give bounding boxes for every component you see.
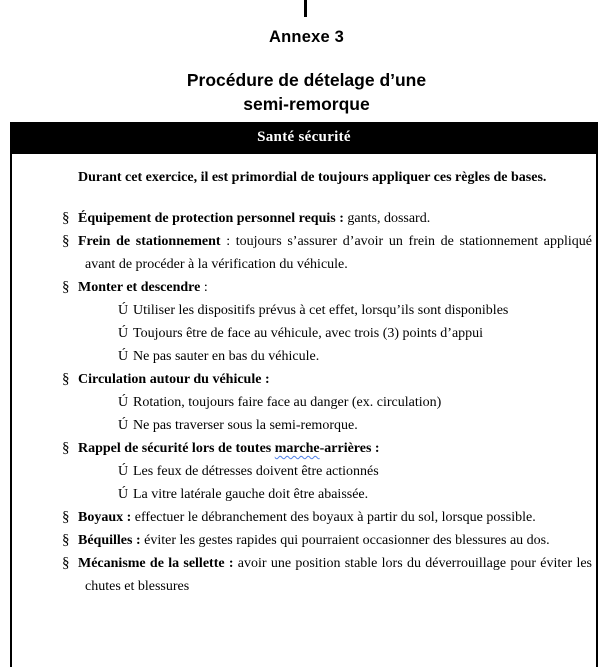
rule-text-segment: éviter les gestes rapides qui pourraient occasionner des blessures au dos. — [140, 533, 550, 548]
procedure-title — [0, 69, 613, 116]
section-marker: § — [62, 509, 70, 525]
rule-text-segment: gants, dossard. — [343, 211, 431, 226]
rule-text-segment: Boyaux : — [78, 510, 132, 525]
rules-list — [12, 207, 596, 598]
rule-subitem — [12, 460, 596, 483]
rule-text-segment: Mécanisme de la sellette : — [78, 556, 234, 571]
rule-text-segment: : — [200, 280, 208, 295]
rule-item — [12, 276, 596, 299]
intro-statement: Durant cet exercice, il est primordial de toujours appliquer ces règles de bases. — [78, 170, 547, 185]
rule-text-segment: Équipement de protection personnel requis : — [78, 211, 344, 226]
rule-subitem — [12, 483, 596, 506]
rule-subitem — [12, 322, 596, 345]
rule-text-segment: Rappel de sécurité lors de toutes — [78, 441, 275, 456]
section-marker: § — [62, 532, 70, 548]
rule-item — [12, 207, 596, 230]
rule-text-segment: Béquilles : — [78, 533, 141, 548]
rule-item — [12, 552, 596, 598]
rule-subitem — [12, 391, 596, 414]
section-marker: § — [62, 440, 70, 456]
annex-title: Annexe 3 — [269, 28, 344, 46]
rule-text-segment: Frein de stationnement — [78, 234, 221, 249]
rule-item — [12, 230, 596, 276]
arrow-marker: Ú — [118, 326, 129, 341]
rule-text-segment: Utiliser les dispositifs prévus à cet effet, lorsqu’ils sont disponibles — [133, 303, 509, 318]
rule-item — [12, 529, 596, 552]
arrow-marker: Ú — [118, 464, 129, 479]
rule-subitem — [12, 345, 596, 368]
procedure-title-line2: semi-remorque — [243, 93, 370, 114]
rule-text-segment: Ne pas sauter en bas du véhicule. — [133, 349, 320, 364]
rule-text-segment: Rotation, toujours faire face au danger (ex. circulation) — [133, 395, 442, 410]
section-marker: § — [62, 233, 70, 249]
spellcheck-flagged-word: marche — [274, 441, 320, 456]
procedure-title-line1: Procédure de dételage d’une — [186, 70, 427, 90]
rule-text-segment: effectuer le débranchement des boyaux à partir du sol, lorsque possible. — [131, 510, 536, 525]
section-marker: § — [62, 210, 70, 226]
rule-text-segment: Monter et descendre — [78, 280, 201, 295]
rule-item — [12, 506, 596, 529]
rule-text-segment: avoir une position stable lors du déverrouillage pour éviter les chutes et blessures — [85, 556, 593, 594]
rule-text-segment: Toujours être de face au véhicule, avec trois (3) points d’appui — [133, 326, 484, 341]
table-body-cell — [12, 154, 596, 598]
arrow-marker: Ú — [118, 349, 129, 364]
rule-subitem — [12, 414, 596, 437]
rule-text-segment: Circulation autour du véhicule : — [78, 372, 270, 387]
arrow-marker: Ú — [118, 303, 129, 318]
arrow-marker: Ú — [118, 395, 129, 410]
rule-text-segment: : toujours s’assurer d’avoir un frein de stationnement appliqué avant de procéder à la vérification du véhicule. — [85, 234, 592, 272]
rule-item — [12, 437, 596, 460]
rule-text-segment: Les feux de détresses doivent être actionnés — [133, 464, 379, 479]
section-marker: § — [62, 371, 70, 387]
rule-text-segment: -arrières : — [319, 441, 380, 456]
rule-item — [12, 368, 596, 391]
arrow-marker: Ú — [118, 487, 129, 502]
rule-subitem — [12, 299, 596, 322]
section-marker: § — [62, 279, 70, 295]
table-header-bar: Santé sécurité — [12, 122, 596, 154]
section-marker: § — [62, 555, 70, 571]
rule-text-segment: La vitre latérale gauche doit être abaissée. — [133, 487, 369, 502]
safety-table — [10, 122, 598, 667]
text-cursor — [304, 0, 307, 17]
rule-text-segment: Ne pas traverser sous la semi-remorque. — [133, 418, 358, 433]
arrow-marker: Ú — [118, 418, 129, 433]
